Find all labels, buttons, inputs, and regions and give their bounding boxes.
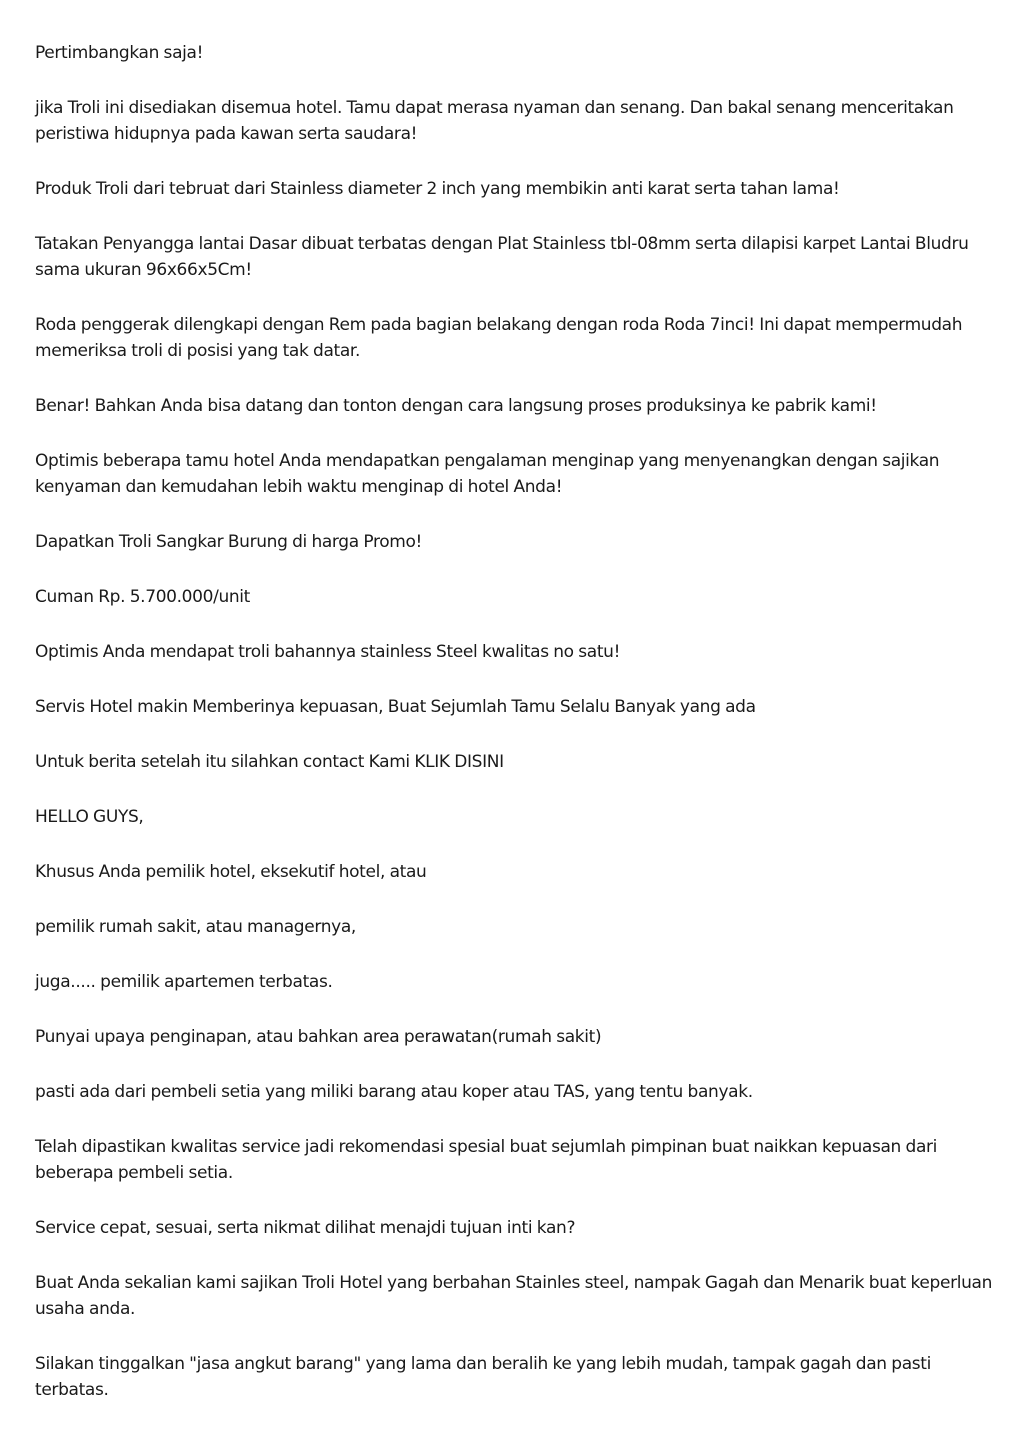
paragraph: Punyai upaya penginapan, atau bahkan area perawatan(rumah sakit) [35, 1027, 602, 1047]
document-body [35, 40, 995, 1432]
paragraph: Telah dipastikan kwalitas service jadi rekomendasi spesial buat sejumlah pimpinan buat naikkan kepuasan dari beberapa pembeli setia. [35, 1137, 938, 1183]
contact-paragraph: Untuk berita setelah itu silahkan contact Kami KLIK DISINI [35, 752, 504, 772]
paragraph: Silakan tinggalkan "jasa angkut barang" yang lama dan beralih ke yang lebih mudah, tampak gagah dan pasti terbatas. [35, 1354, 931, 1400]
paragraph: jika Troli ini disediakan disemua hotel. Tamu dapat merasa nyaman dan senang. Dan bakal senang menceritakan peristiwa hidupnya pada kawan serta saudara! [35, 98, 954, 144]
paragraph: Service cepat, sesuai, serta nikmat dilihat menajdi tujuan inti kan? [35, 1218, 576, 1238]
paragraph: Tatakan Penyangga lantai Dasar dibuat terbatas dengan Plat Stainless tbl-08mm serta dilapisi karpet Lantai Bludru sama ukuran 96x66x5Cm! [35, 234, 969, 280]
paragraph: Optimis beberapa tamu hotel Anda mendapatkan pengalaman menginap yang menyenangkan dengan sajikan kenyaman dan kemudahan lebih waktu menginap di hotel Anda! [35, 451, 940, 497]
price-paragraph: Cuman Rp. 5.700.000/unit [35, 587, 250, 607]
paragraph: pemilik rumah sakit, atau managernya, [35, 917, 356, 937]
paragraph: Benar! Bahkan Anda bisa datang dan tonton dengan cara langsung proses produksinya ke pabrik kami! [35, 396, 877, 416]
paragraph: Optimis Anda mendapat troli bahannya stainless Steel kwalitas no satu! [35, 642, 621, 662]
paragraph: Buat Anda sekalian kami sajikan Troli Hotel yang berbahan Stainles steel, nampak Gagah dan Menarik buat keperluan usaha anda. [35, 1273, 992, 1319]
paragraph: pasti ada dari pembeli setia yang miliki barang atau koper atau TAS, yang tentu banyak. [35, 1082, 753, 1102]
paragraph: Dapatkan Troli Sangkar Burung di harga Promo! [35, 532, 422, 552]
paragraph: Pertimbangkan saja! [35, 43, 204, 63]
paragraph: Produk Troli dari tebruat dari Stainless diameter 2 inch yang membikin anti karat serta tahan lama! [35, 179, 840, 199]
paragraph: juga..... pemilik apartemen terbatas. [35, 972, 333, 992]
greeting-paragraph: HELLO GUYS, [35, 807, 144, 827]
paragraph: Khusus Anda pemilik hotel, eksekutif hotel, atau [35, 862, 427, 882]
paragraph: Roda penggerak dilengkapi dengan Rem pada bagian belakang dengan roda Roda 7inci! Ini dapat mempermudah memeriksa troli di posisi yang tak datar. [35, 315, 963, 361]
paragraph: Servis Hotel makin Memberinya kepuasan, Buat Sejumlah Tamu Selalu Banyak yang ada [35, 697, 756, 717]
